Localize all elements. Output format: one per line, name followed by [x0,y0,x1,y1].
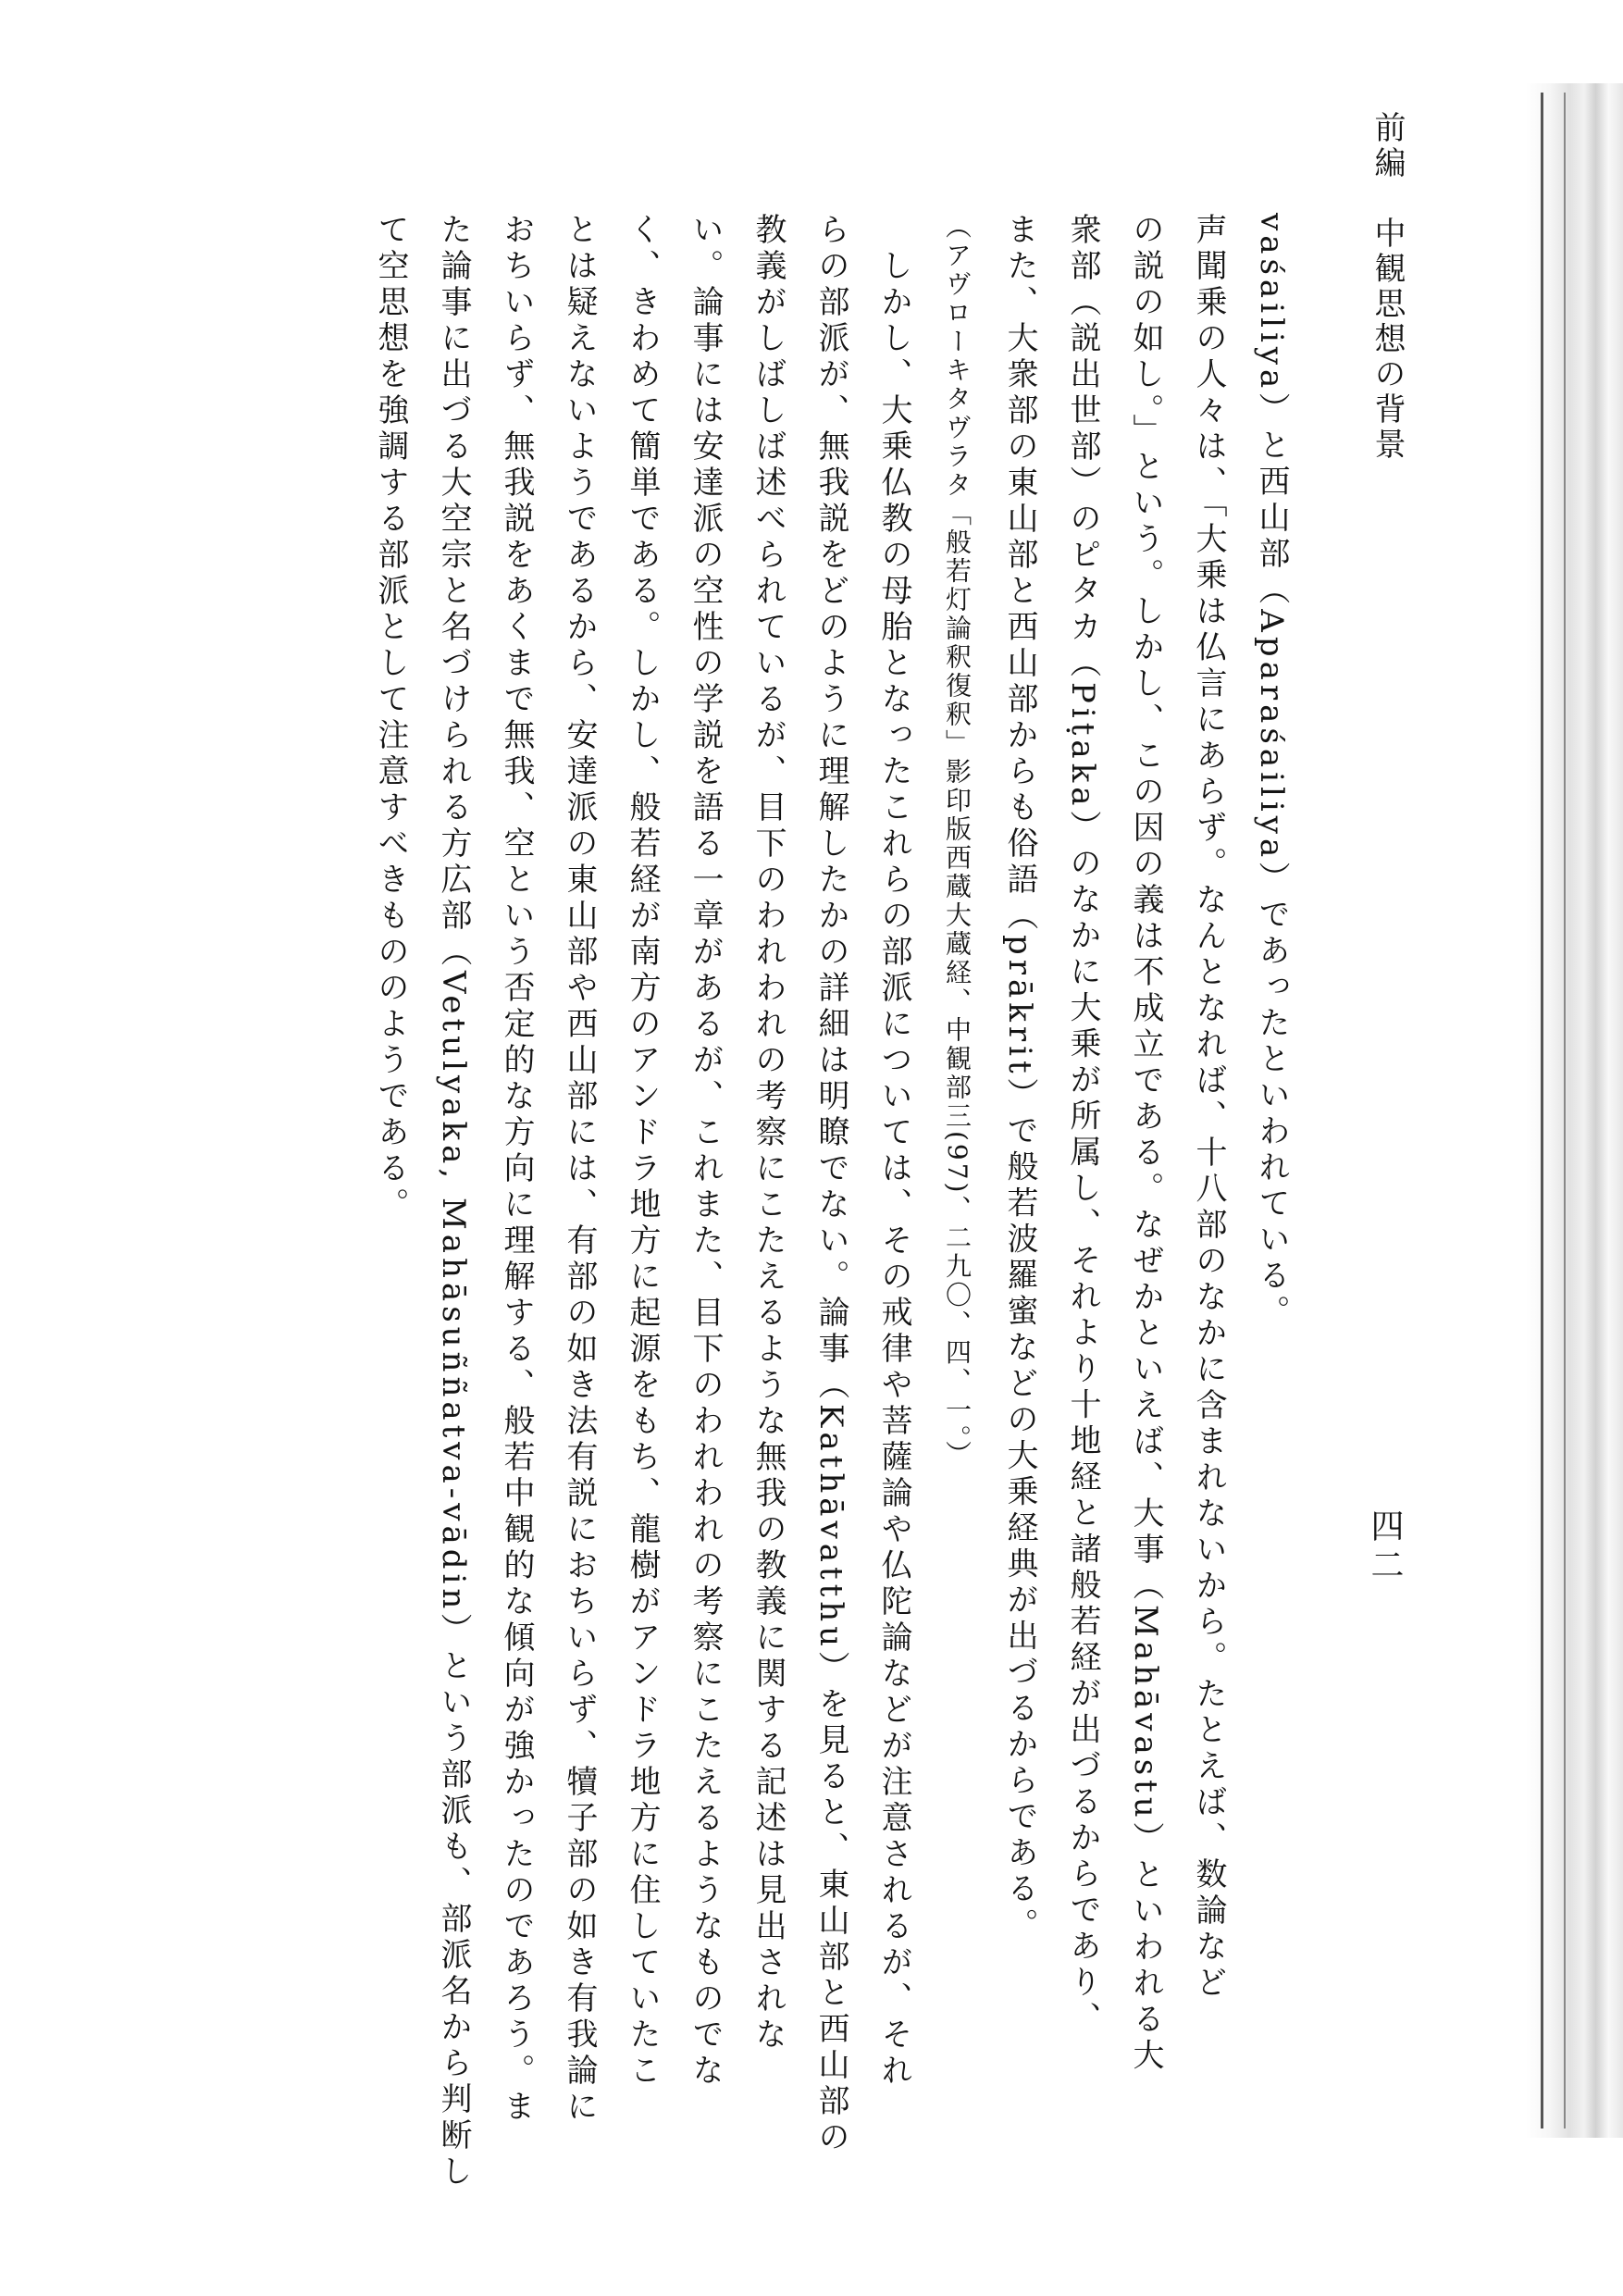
text-line: く、きわめて簡単である。しかし、般若経が南方のアンドラ地方に起源をもち、龍樹がアンドラ地方に住していたこ [624,213,661,2090]
text-line: の説の如し。」という。しかし、この因の義は不成立である。なぜかといえば、大事（Mahāvastu）といわれる大 [1127,213,1164,2075]
scan-edge-line [1541,93,1543,2128]
text-line: 衆部（説出世部）のピタカ（Piṭaka）のなかに大乗が所属し、それより十地経と諸般若経が出づるからであり、 [1064,213,1101,2038]
scan-edge-line [1564,93,1566,2128]
text-line: て空思想を強調する部派として注意すべきもののようである。 [372,213,409,1223]
text-line: た論事に出づる大空宗と名づけられる方広部（Vetulyaka, Mahāsuññatva-vādin）という部派も、部派名から判断し [435,213,472,2191]
text-line: らの部派が、無我説をどのように理解したかの詳細は明瞭でない。論事（Kathāvatthu）を見ると、東山部と西山部の [812,213,849,2157]
text-line: 教義がしばしば述べられているが、目下のわれわれの考察にこたえるような無我の教義に関する記述は見出されな [750,213,787,2054]
running-head: 前編 中観思想の背景 [1369,111,1406,463]
text-line: おちいらず、無我説をあくまで無我、空という否定的な方向に理解する、般若中観的な傾向が強かったのであろう。ま [498,213,535,2126]
page-number: 四二 [1366,1508,1404,1586]
citation-note: （アヴローキタヴラタ「般若灯論釈復釈」影印版西蔵大蔵経、中観部三(97)、二九〇、四、一。） [942,213,973,1470]
text-line: また、大衆部の東山部と西山部からも俗語（prākrit）で般若波羅蜜などの大乗経典が出づるからである。 [1001,213,1038,1944]
text-line: 声聞乗の人々は、「大乗は仏言にあらず。なんとなれば、十八部のなかに含まれないから。たとえば、数論など [1190,213,1227,2002]
text-line: とは疑えないようであるから、安達派の東山部や西山部には、有部の如き法有説におちいらず、犢子部の如き有我論に [561,213,598,2126]
text-line: い。論事には安達派の空性の学説を語る一章があるが、これまた、目下のわれわれの考察にこたえるようなものでな [687,213,724,2090]
text-line: しかし、大乗仏教の母胎となったこれらの部派については、その戒律や菩薩論や仏陀論などが注意されるが、それ [875,213,912,2090]
text-line: vaśailiya）と西山部（Aparaśailiya）であったといわれている。 [1253,213,1290,1332]
